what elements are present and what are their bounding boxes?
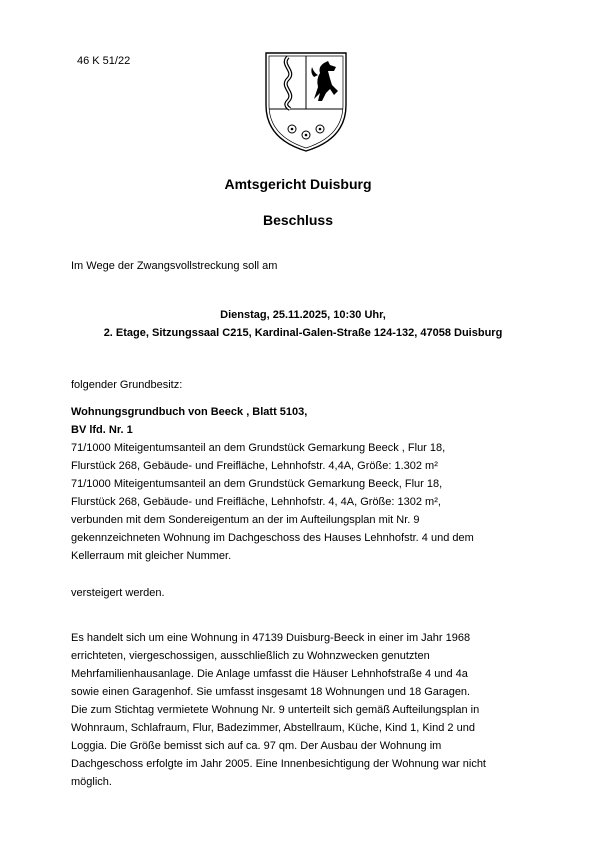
description-line: Mehrfamilienhausanlage. Die Anlage umfasst die Häuser Lehnhofstraße 4 und 4a	[71, 668, 468, 680]
description-line: Dachgeschoss erfolgte im Jahr 2005. Eine Innenbesichtigung der Wohnung war nicht	[71, 758, 486, 770]
appointment-date: Dienstag, 25.11.2025, 10:30 Uhr,	[220, 309, 386, 321]
land-register: Wohnungsgrundbuch von Beeck , Blatt 5103,	[71, 406, 308, 418]
property-line: gekennzeichneten Wohnung im Dachgeschoss des Hauses Lehnhofstr. 4 und dem	[71, 532, 474, 544]
property-line: 71/1000 Miteigentumsanteil an dem Grundstück Gemarkung Beeck , Flur 18,	[71, 442, 446, 454]
appointment-location: 2. Etage, Sitzungssaal C215, Kardinal-Galen-Straße 124-132, 47058 Duisburg	[103, 327, 503, 339]
intro-text: Im Wege der Zwangsvollstreckung soll am	[71, 260, 278, 272]
description-line: sowie einen Garagenhof. Sie umfasst insgesamt 18 Wohnungen und 18 Garagen.	[71, 686, 471, 698]
property-section	[71, 403, 541, 565]
property-line: verbunden mit dem Sondereigentum an der im Aufteilungsplan mit Nr. 9	[71, 514, 420, 526]
document-title: Beschluss	[262, 212, 334, 228]
description-line: errichteten, viergeschossigen, ausschließlich zu Wohnzwecken genutzten	[71, 650, 430, 662]
description-section	[71, 629, 541, 791]
case-number: 46 K 51/22	[77, 55, 131, 67]
description-line: Wohnraum, Schlafraum, Flur, Badezimmer, Abstellraum, Küche, Kind 1, Kind 2 und	[71, 722, 475, 734]
property-line: Kellerraum mit gleicher Nummer.	[71, 550, 232, 562]
description-line: Es handelt sich um eine Wohnung in 47139 Duisburg-Beeck in einer im Jahr 1968	[71, 632, 471, 644]
property-line: 71/1000 Miteigentumsanteil an dem Grundstück Gemarkung Beeck, Flur 18,	[71, 478, 443, 490]
property-label: folgender Grundbesitz:	[71, 379, 183, 391]
property-line: Flurstück 268, Gebäude- und Freifläche, Lehnhofstr. 4, 4A, Größe: 1302 m²,	[71, 496, 441, 508]
court-name: Amtsgericht Duisburg	[224, 176, 372, 192]
property-line: Flurstück 268, Gebäude- und Freifläche, Lehnhofstr. 4,4A, Größe: 1.302 m²	[71, 460, 438, 472]
closing-text: versteigert werden.	[71, 587, 165, 599]
description-line: Die zum Stichtag vermietete Wohnung Nr. 9 unterteilt sich gemäß Aufteilungsplan in	[71, 704, 480, 716]
coat-of-arms-icon	[262, 47, 350, 155]
description-line: Loggia. Die Größe bemisst sich auf ca. 97 qm. Der Ausbau der Wohnung im	[71, 740, 442, 752]
register-entry: BV lfd. Nr. 1	[71, 424, 133, 436]
description-line: möglich.	[71, 776, 112, 788]
